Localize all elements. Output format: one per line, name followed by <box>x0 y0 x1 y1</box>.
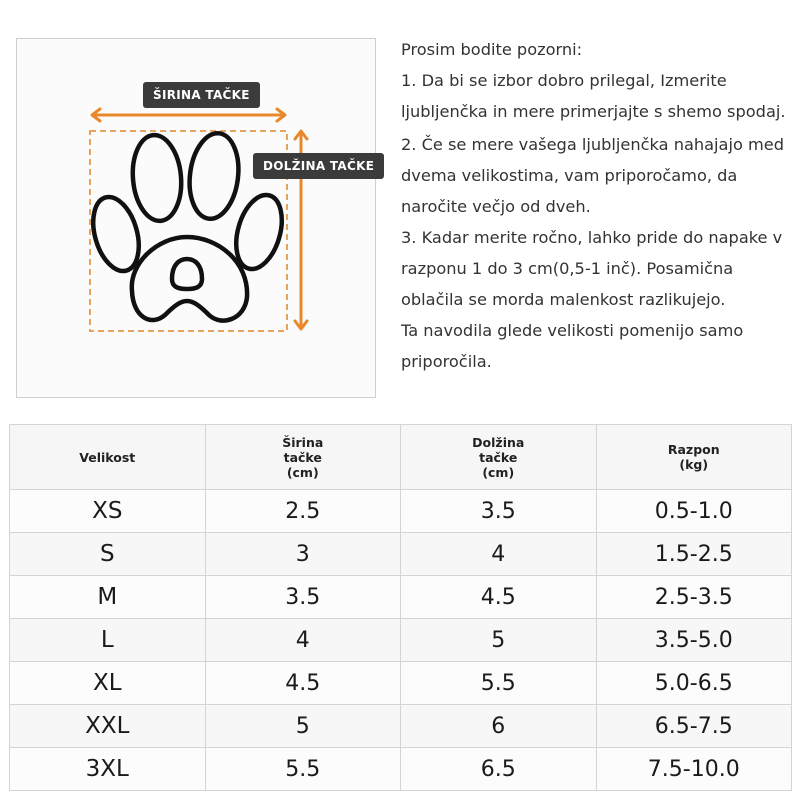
table-row <box>10 619 792 662</box>
length-cell: 4 <box>401 533 597 576</box>
table-header-row <box>10 425 792 490</box>
width-cell: 2.5 <box>205 490 401 533</box>
paw-width-label: ŠIRINA TAČKE <box>143 82 260 108</box>
header-weight-range: Razpon (kg) <box>596 425 792 490</box>
range-cell: 5.0-6.5 <box>596 662 792 705</box>
range-cell: 3.5-5.0 <box>596 619 792 662</box>
size-cell: XS <box>10 490 206 533</box>
paw-measurement-diagram <box>16 38 376 398</box>
size-cell: M <box>10 576 206 619</box>
table-row <box>10 576 792 619</box>
width-cell: 3 <box>205 533 401 576</box>
range-cell: 0.5-1.0 <box>596 490 792 533</box>
range-cell: 7.5-10.0 <box>596 748 792 791</box>
instruction-3: 3. Kadar merite ročno, lahko pride do napake v razponu 1 do 3 cm(0,5-1 inč). Posamična oblačila se morda malenkost razlikujejo. <box>401 228 783 309</box>
table-row <box>10 490 792 533</box>
range-cell: 1.5-2.5 <box>596 533 792 576</box>
instruction-2: 2. Če se mere vašega ljubljenčka nahajajo med dvema velikostima, vam priporočamo, da naročite večjo od dveh. <box>401 135 785 216</box>
header-size: Velikost <box>10 425 206 490</box>
length-cell: 6 <box>401 705 597 748</box>
width-arrow <box>92 109 285 121</box>
instruction-1: 1. Da bi se izbor dobro prilegal, Izmerite ljubljenčka in mere primerjajte s shemo spodaj. <box>401 71 786 121</box>
size-cell: S <box>10 533 206 576</box>
size-cell: L <box>10 619 206 662</box>
header-paw-width: Širina tačke (cm) <box>205 425 401 490</box>
table-row <box>10 748 792 791</box>
range-cell: 6.5-7.5 <box>596 705 792 748</box>
paw-length-label: DOLŽINA TAČKE <box>253 153 384 179</box>
width-cell: 4.5 <box>205 662 401 705</box>
length-cell: 6.5 <box>401 748 597 791</box>
range-cell: 2.5-3.5 <box>596 576 792 619</box>
size-cell: XL <box>10 662 206 705</box>
header-paw-length: Dolžina tačke (cm) <box>401 425 597 490</box>
length-cell: 4.5 <box>401 576 597 619</box>
size-cell: XXL <box>10 705 206 748</box>
table-row <box>10 705 792 748</box>
sizing-instructions <box>401 34 797 377</box>
length-cell: 5 <box>401 619 597 662</box>
length-cell: 3.5 <box>401 490 597 533</box>
width-cell: 5.5 <box>205 748 401 791</box>
table-row <box>10 533 792 576</box>
table-row <box>10 662 792 705</box>
width-cell: 4 <box>205 619 401 662</box>
length-cell: 5.5 <box>401 662 597 705</box>
size-cell: 3XL <box>10 748 206 791</box>
instructions-note: Ta navodila glede velikosti pomenijo samo priporočila. <box>401 321 744 371</box>
size-chart-table <box>9 424 792 791</box>
instructions-heading: Prosim bodite pozorni: <box>401 40 583 59</box>
width-cell: 5 <box>205 705 401 748</box>
width-cell: 3.5 <box>205 576 401 619</box>
